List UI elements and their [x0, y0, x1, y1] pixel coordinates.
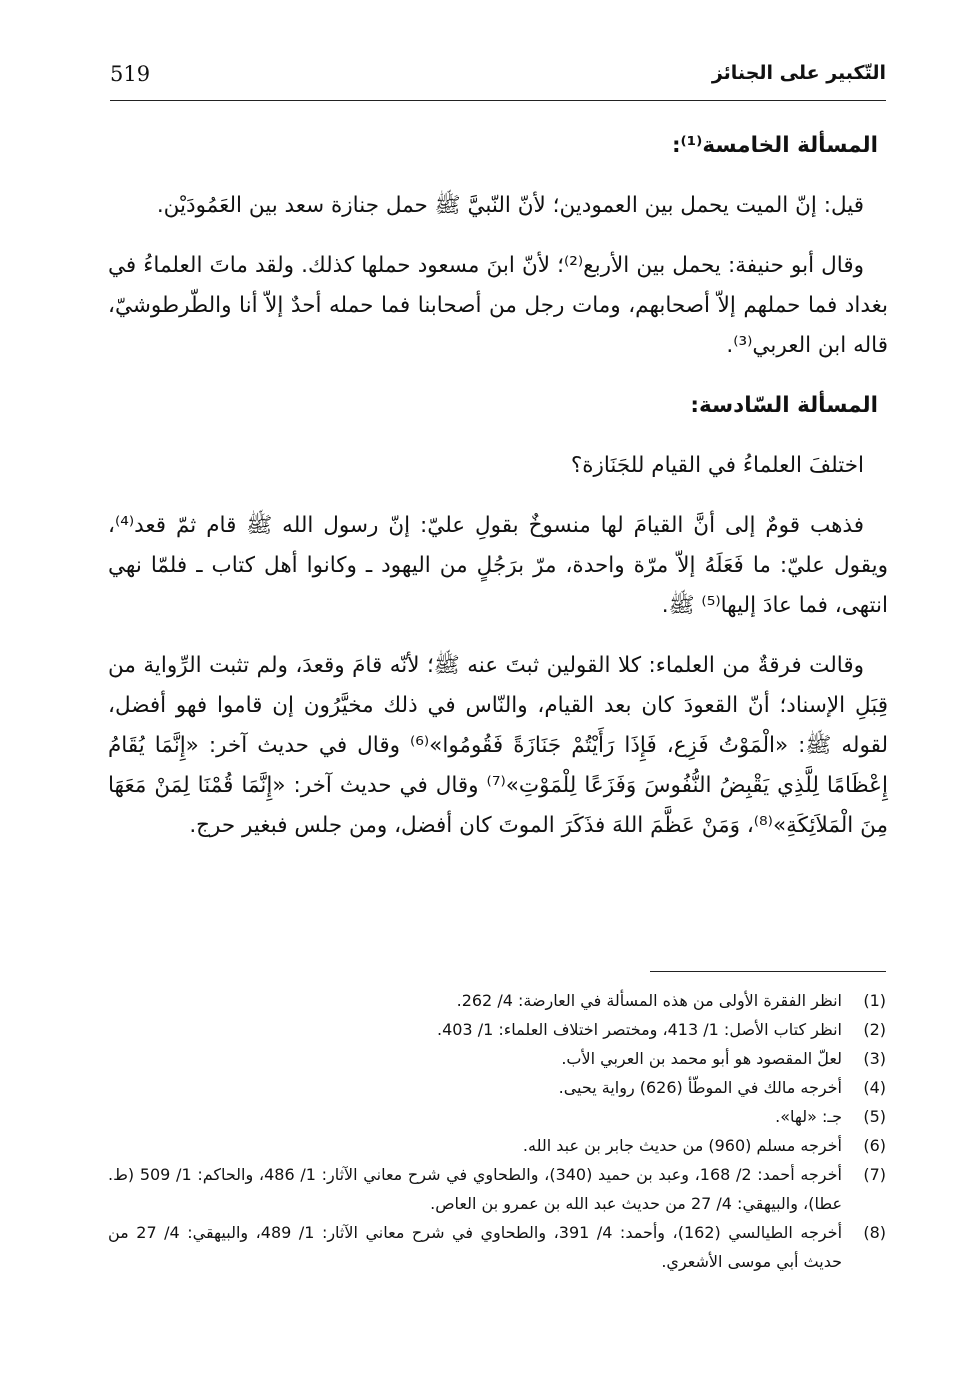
- page-number: 519: [110, 62, 151, 86]
- page-header: [110, 62, 886, 98]
- footnote-number: (8): [863, 1223, 886, 1242]
- footnote-number: (1): [863, 991, 886, 1010]
- footnote-text: جـ: «لها».: [775, 1107, 842, 1126]
- footnote-text: أخرجه مالك في الموطّأ (626) رواية يحيى.: [558, 1078, 842, 1097]
- footnote-item: [108, 1102, 886, 1131]
- footnote-text: أخرجه مسلم (960) من حديث جابر بن عبد الله.: [522, 1136, 842, 1155]
- footnote-item: [108, 1160, 886, 1218]
- footnote-item: [108, 1015, 886, 1044]
- footnote-text: أخرجه أحمد: 2/ 168، وعبد بن حميد (340)، والطحاوي في شرح معاني الآثار: 1/ 486، والحاكم: 1/ 509 (ط. عطا)، والبيهقي: 4/ 27 من حديث عبد الله بن عمرو بن العاص.: [108, 1165, 842, 1213]
- section-heading-5: المسألة الخامسة⁽¹⁾:: [671, 133, 878, 158]
- footnote-number: (6): [863, 1136, 886, 1155]
- footnote-text: لعلّ المقصود هو أبو محمد بن العربي الأب.: [561, 1049, 842, 1068]
- paragraph: اختلفَ العلماءُ في القيام للجَنَازة؟: [570, 453, 864, 478]
- footnote-number: (2): [863, 1020, 886, 1039]
- paragraph: قيل: إنّ الميت يحمل بين العمودين؛ لأنّ النّبيَّ ﷺ حمل جنازة سعد بين العَمُودَيْن.: [156, 193, 864, 218]
- section-heading-6: المسألة السّادسة:: [690, 393, 878, 418]
- header-rule: [110, 100, 886, 101]
- footnote-item: [108, 1218, 886, 1276]
- footnotes: [108, 986, 886, 1276]
- footnote-text: انظر كتاب الأصل: 1/ 413، ومختصر اختلاف العلماء: 1/ 403.: [436, 1020, 842, 1039]
- footnote-number: (3): [863, 1049, 886, 1068]
- footnote-number: (5): [863, 1107, 886, 1126]
- footnote-item: [108, 1131, 886, 1160]
- paragraph: فذهب قومٌ إلى أنَّ القيامَ لها منسوخٌ بقولِ عليّ: إنّ رسول الله ﷺ قام ثمّ قعد⁽⁴⁾، ويقول عليّ: ما فَعَلَهُ إلاّ مرّة واحدة، مرّ برَجُلٍ من اليهود ـ وكانوا أهل كتاب ـ فلمّا نهي انتهى، فما عادَ إليها⁽⁵⁾ ﷺ.: [108, 513, 888, 618]
- running-title: التّكبير على الجنائز: [711, 62, 886, 84]
- footnote-number: (4): [863, 1078, 886, 1097]
- footnote-item: [108, 1044, 886, 1073]
- paragraph: وقالت فرقةٌ من العلماء: كلا القولين ثبتَ عنه ﷺ؛ لأنّه قامَ وقعدَ، ولم تثبت الرِّواية من قِبَلِ الإسناد؛ أنّ القعودَ كان بعد القيام، والنّاس في ذلك مخيَّرُون إن قاموا فهو أفضل، لقوله ﷺ: «الْمَوْتُ فَزِع، فَإِذَا رَأَيْتُمْ جَنَازَةً فَقُومُوا»⁽⁶⁾ وقال في حديث آخر: «إِنَّمَا يُقَامُ إِعْظَامًا لِلَّذِي يَقْبِضُ النُّفُوسَ وَفَزَعًا لِلْمَوْتِ»⁽⁷⁾ وقال في حديث آخر: «إِنَّمَا قُمْنَا لِمَنْ مَعَهَا مِنَ الْمَلاَئِكَةِ»⁽⁸⁾، وَمَنْ عَظَّمَ اللهَ فذَكَرَ الموتَ كان أفضل، ومن جلس فبغير حرج.: [108, 653, 889, 838]
- footnote-separator: [650, 971, 886, 972]
- main-text: [108, 118, 888, 866]
- paragraph: وقال أبو حنيفة: يحمل بين الأربع⁽²⁾؛ لأنّ ابنَ مسعود حملها كذلك. ولقد ماتَ العلماءُ في بغداد فما حملهم إلاّ أصحابهم، ومات رجل من أصحابنا فما حمله أحدٌ إلاّ أنا والطّرطوشيّ، قاله ابن العربي⁽³⁾.: [108, 253, 888, 358]
- footnote-item: [108, 1073, 886, 1102]
- footnote-text: أخرجه الطيالسي (162)، وأحمد: 4/ 391، والطحاوي في شرح معاني الآثار: 1/ 489، والبيهقي: 4/ 27 من حديث أبي موسى الأشعري.: [108, 1223, 843, 1271]
- footnote-item: [108, 986, 886, 1015]
- footnote-number: (7): [863, 1165, 886, 1184]
- footnote-text: انظر الفقرة الأولى من هذه المسألة في العارضة: 4/ 262.: [456, 991, 842, 1010]
